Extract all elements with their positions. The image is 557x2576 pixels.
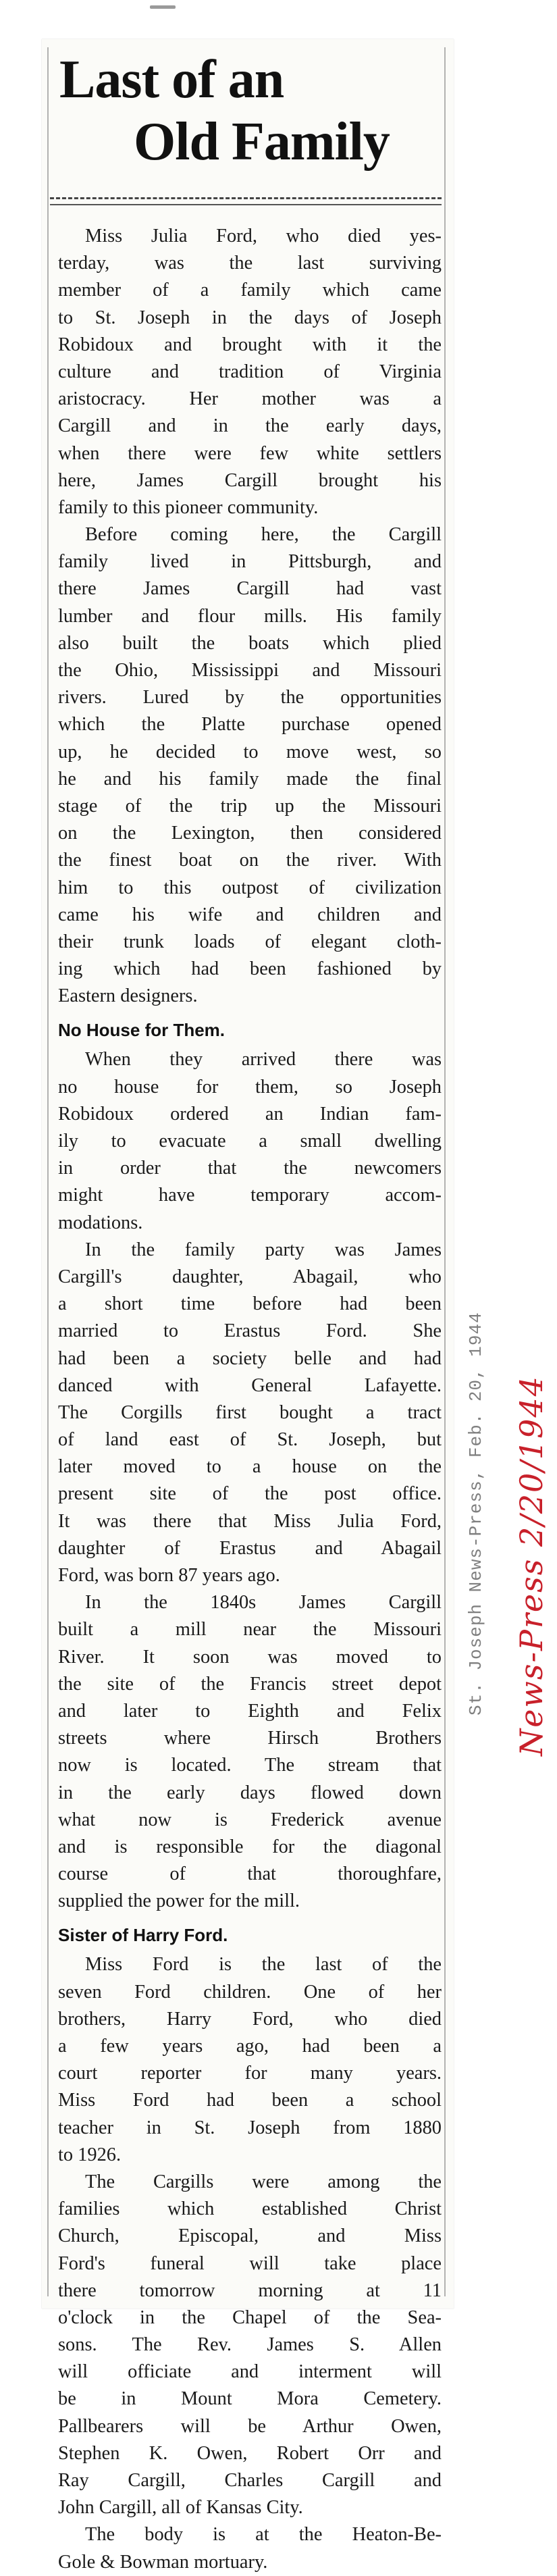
text-line: Cargill and in the early days, [58,415,442,437]
staple-mark [150,5,176,9]
handwritten-date-note [513,1243,554,1756]
text-line: The Cargills were among the [85,2171,442,2192]
headline-line-1: Last of an [59,50,284,109]
text-line: and is responsible for the diagonal [58,1836,442,1857]
stamp-text: St. Joseph News-Press, Feb. 20, 1944 [466,1312,486,1716]
text-line: family to this pioneer community. [58,496,319,518]
text-line: supplied the power for the mill. [58,1890,300,1912]
text-line: present site of the post office. [58,1483,442,1505]
section-subhead: Sister of Harry Ford. [58,1925,228,1946]
text-line: course of that thoroughfare, [58,1863,442,1885]
text-line: Pallbearers will be Arthur Owen, [58,2415,442,2437]
headline-rule-dashed [50,197,442,199]
article-paragraph [58,2521,442,2575]
text-line: up, he decided to move west, so [58,741,442,763]
text-line: of land east of St. Joseph, but [58,1429,442,1451]
text-line: he and his family made the final [58,768,442,790]
text-line: aristocracy. Her mother was a [58,388,442,410]
text-line: lumber and flour mills. His family [58,605,442,627]
text-line: came his wife and children and [58,904,442,925]
text-line: the finest boat on the river. With [58,850,442,871]
text-line: now is located. The stream that [58,1755,442,1776]
text-line: streets where Hirsch Brothers [58,1728,442,1749]
text-line: no house for them, so Joseph [58,1076,442,1098]
text-line: daughter of Erastus and Abagail [58,1537,442,1559]
text-line: in the early days flowed down [58,1782,442,1803]
article-paragraph [58,1951,442,2169]
text-line: Ford, was born 87 years ago. [58,1565,280,1586]
text-line: It was there that Miss Julia Ford, [58,1510,442,1532]
text-line: what now is Frederick avenue [58,1809,442,1830]
text-line: o'clock in the Chapel of the Sea- [58,2307,442,2328]
text-line: brothers, Harry Ford, who died [58,2008,442,2030]
text-line: a few years ago, had been a [58,2036,442,2057]
text-line: there tomorrow morning at 11 [58,2279,442,2301]
text-line: Miss Ford is the last of the [85,1954,442,1976]
text-line: ing which had been fashioned by [58,958,442,980]
text-line: him to this outpost of civilization [58,877,442,898]
vertical-date-stamp [466,1243,493,1716]
article-paragraph [58,521,442,1010]
text-line: modations. [58,1212,143,1233]
text-line: The body is at the Heaton-Be- [85,2524,442,2546]
text-line: court reporter for many years. [58,2063,442,2084]
text-line: built a mill near the Missouri [58,1619,442,1641]
text-line: the site of the Francis street depot [58,1673,442,1695]
section-subhead: No House for Them. [58,1020,226,1041]
text-line: when there were few white settlers [58,442,442,464]
headline-rule [50,204,442,205]
text-line: will officiate and interment will [58,2361,442,2383]
article-paragraph [58,2169,442,2521]
text-line: Gole & Bowman mortuary. [58,2551,268,2573]
column-rule-left [47,47,49,2296]
text-line: Miss Ford had been a school [58,2090,442,2111]
text-line: to St. Joseph in the days of Joseph [58,307,442,328]
text-line: Eastern designers. [58,985,198,1007]
text-line: there James Cargill had vast [58,578,442,600]
text-line: The Corgills first bought a tract [58,1401,442,1423]
text-line: Miss Julia Ford, who died yes- [85,226,442,247]
text-line: In the 1840s James Cargill [85,1592,442,1614]
text-line: member of a family which came [58,280,442,301]
text-line: and later to Eighth and Felix [58,1700,442,1722]
text-line: Church, Episcopal, and Miss [58,2225,442,2247]
article-paragraph [58,223,442,521]
text-line: here, James Cargill brought his [58,469,442,491]
article-body [58,223,442,2576]
text-line: the Ohio, Mississippi and Missouri [58,660,442,681]
text-line: When they arrived there was [85,1049,442,1071]
headline-line-2: Old Family [134,112,390,172]
text-line: family lived in Pittsburgh, and [58,551,442,573]
article-paragraph [58,1237,442,1589]
text-line: later moved to a house on the [58,1456,442,1478]
text-line: married to Erastus Ford. She [58,1320,442,1342]
text-line: in order that the newcomers [58,1158,442,1179]
column-rule-right [444,47,446,2296]
text-line: might have temporary accom- [58,1185,442,1206]
text-line: rivers. Lured by the opportunities [58,687,442,709]
text-line: culture and tradition of Virginia [58,361,442,382]
text-line: families which established Christ [58,2198,442,2220]
text-line: a short time before had been [58,1293,442,1315]
text-line: teacher in St. Joseph from 1880 [58,2117,442,2138]
text-line: In the family party was James [85,1239,442,1260]
text-line: on the Lexington, then considered [58,823,442,844]
text-line: had been a society belle and had [58,1347,442,1369]
article-paragraph [58,1589,442,1915]
text-line: John Cargill, all of Kansas City. [58,2497,303,2519]
handwritten-note-text: News-Press 2/20/1944 [513,1375,550,1756]
text-line: be in Mount Mora Cemetery. [58,2388,442,2410]
text-line: Stephen K. Owen, Robert Orr and [58,2442,442,2464]
text-line: River. It soon was moved to [58,1646,442,1668]
text-line: ily to evacuate a small dwelling [58,1131,442,1152]
text-line: danced with General Lafayette. [58,1374,442,1396]
text-line: Robidoux and brought with it the [58,334,442,355]
text-line: Cargill's daughter, Abagail, who [58,1266,442,1287]
text-line: Robidoux ordered an Indian fam- [58,1103,442,1125]
text-line: stage of the trip up the Missouri [58,795,442,817]
text-line: to 1926. [58,2144,122,2165]
text-line: Ray Cargill, Charles Cargill and [58,2470,442,2491]
text-line: which the Platte purchase opened [58,714,442,736]
text-line: also built the boats which plied [58,632,442,654]
text-line: Ford's funeral will take place [58,2252,442,2274]
text-line: their trunk loads of elegant cloth- [58,931,442,952]
text-line: Before coming here, the Cargill [85,524,442,546]
article-paragraph [58,1046,442,1236]
text-line: terday, was the last surviving [58,253,442,274]
headline [59,49,444,173]
text-line: seven Ford children. One of her [58,1981,442,2003]
text-line: sons. The Rev. James S. Allen [58,2334,442,2356]
